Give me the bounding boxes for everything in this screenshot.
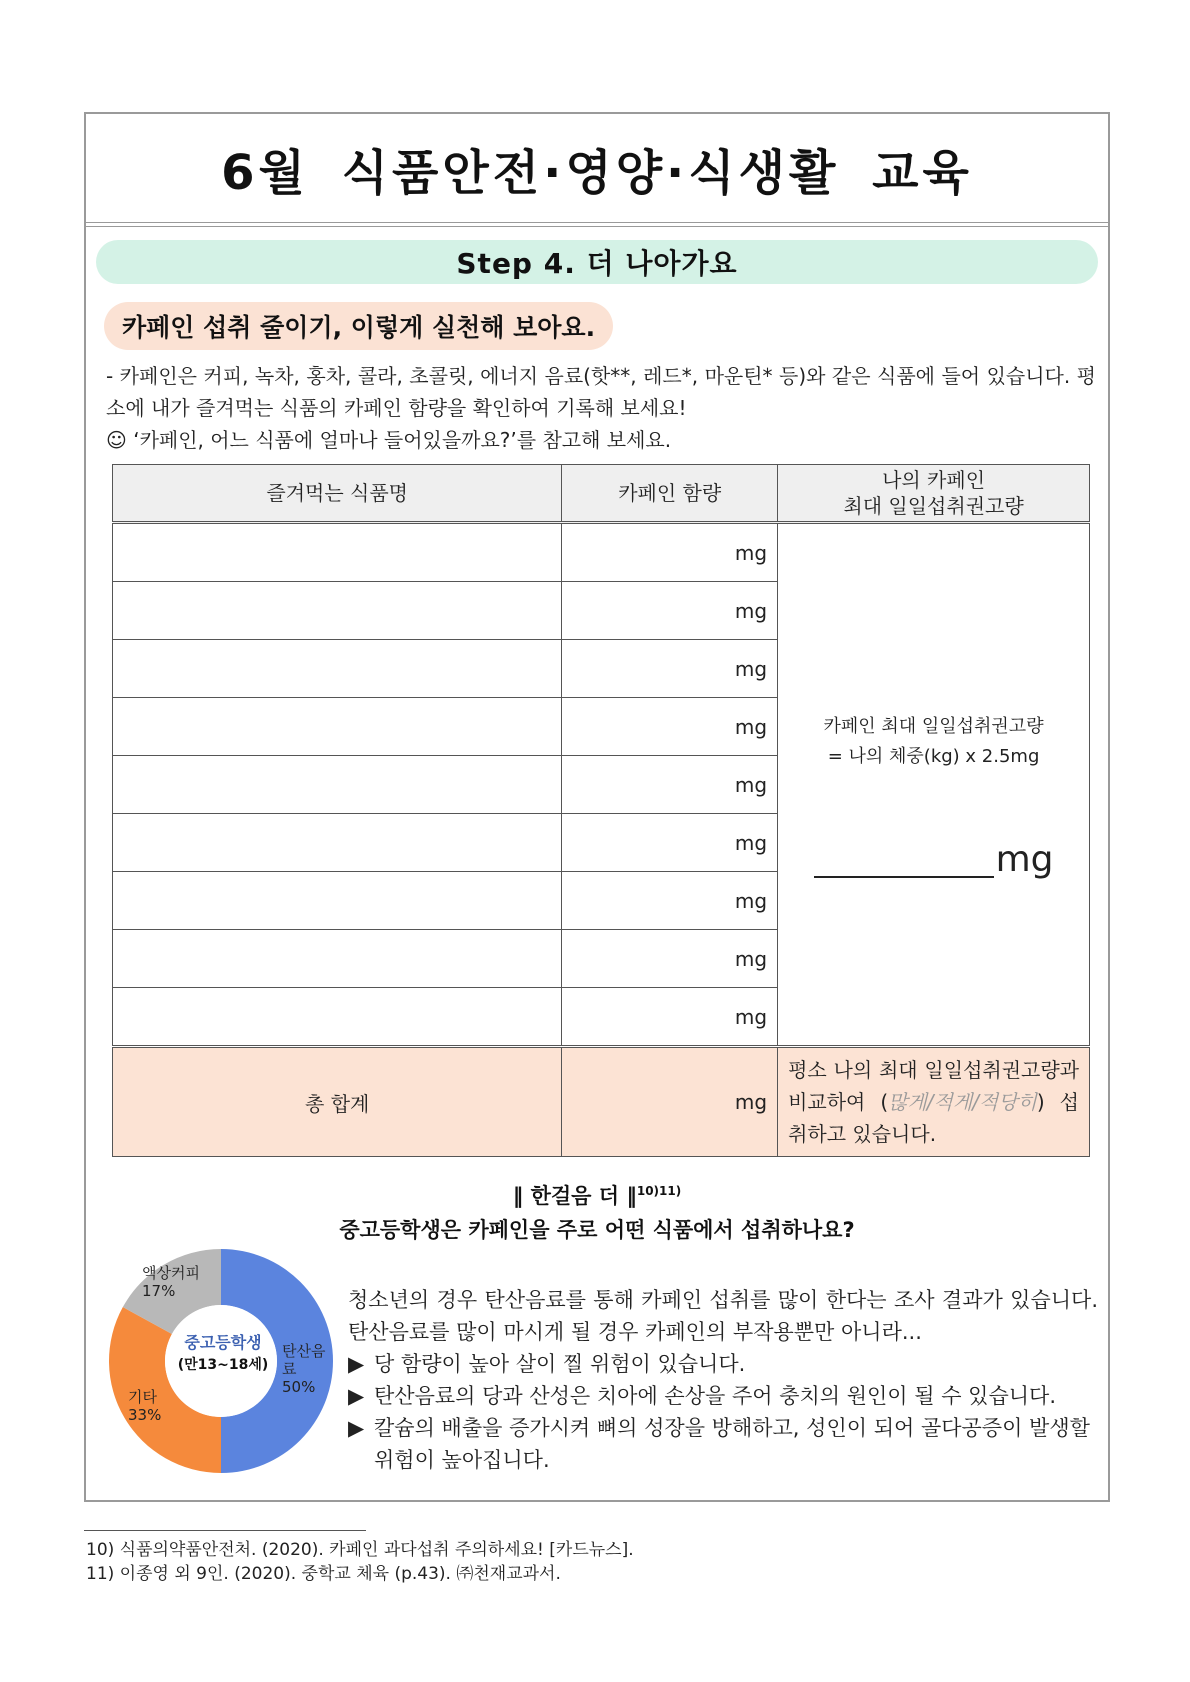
caffeine-amount-cell[interactable]: mg — [562, 988, 778, 1047]
teen-caffeine-text — [348, 1284, 1098, 1476]
one-step-more-title: ‖ 한걸음 더 ‖ — [512, 1184, 637, 1208]
footnote-11: 11) 이종영 외 9인. (2020). 중학교 체육 (p.43). ㈜천재교과서. — [86, 1564, 561, 1584]
caffeine-amount-cell[interactable]: mg — [562, 523, 778, 582]
slice-category: 탄산음료 — [282, 1342, 326, 1378]
food-name-cell[interactable] — [113, 523, 562, 582]
bullet-item — [348, 1348, 1098, 1380]
footnotes — [86, 1538, 634, 1586]
slice-value: 33% — [128, 1406, 162, 1424]
max-intake-cell — [778, 523, 1090, 1047]
bullet-arrow-icon: ▶ — [348, 1416, 365, 1440]
food-name-cell[interactable] — [113, 814, 562, 872]
slice-label-coffee — [142, 1264, 200, 1300]
bullet-arrow-icon: ▶ — [348, 1352, 365, 1376]
worksheet-frame — [84, 112, 1110, 1502]
footnote-10: 10) 식품의약품안전처. (2020). 카페인 과다섭취 주의하세요! [카드뉴스]. — [86, 1540, 634, 1560]
food-name-cell[interactable] — [113, 988, 562, 1047]
footnote-refs: 10)11) — [636, 1184, 682, 1198]
header-max-intake — [778, 465, 1090, 523]
food-name-cell[interactable] — [113, 756, 562, 814]
section-heading: 카페인 섭취 줄이기, 이렇게 실천해 보아요. — [104, 302, 613, 350]
caffeine-amount-cell[interactable]: mg — [562, 814, 778, 872]
one-step-more-question: 중고등학생은 카페인을 주로 어떤 식품에서 섭취하나요? — [339, 1218, 855, 1242]
slice-category: 기타 — [128, 1388, 157, 1406]
food-name-cell[interactable] — [113, 930, 562, 988]
bullet-text: 탄산음료의 당과 산성은 치아에 손상을 주어 충치의 원인이 될 수 있습니다. — [374, 1384, 1057, 1408]
chart-subtitle: (만13~18세) — [177, 1357, 269, 1373]
max-intake-blank[interactable] — [814, 840, 994, 878]
teen-paragraph: 청소년의 경우 탄산음료를 통해 카페인 섭취를 많이 한다는 조사 결과가 있습니다. 탄산음료를 많이 마시게 될 경우 카페인의 부작용뿐만 아니라... — [348, 1288, 1098, 1344]
one-step-more — [86, 1174, 1108, 1247]
food-name-cell[interactable] — [113, 582, 562, 640]
intro-line-2: ☺ ‘카페인, 어느 식품에 얼마나 들어있을까요?’를 참고해 보세요. — [106, 428, 672, 452]
chart-title: 중고등학생 — [184, 1333, 262, 1352]
compare-before: 평소 나의 최대 일일섭취권고량과 비교하여 ( — [788, 1058, 1079, 1114]
intro-line-1: - 카페인은 커피, 녹차, 홍차, 콜라, 초콜릿, 에너지 음료(핫**, 레드*, 마운틴* 등)와 같은 식품에 들어 있습니다. 평소에 내가 즐겨먹는 식품의 카페인 함량을 확인하여 기록해 보세요! — [106, 364, 1096, 420]
max-intake-unit: mg — [995, 839, 1054, 880]
caffeine-log-table — [112, 464, 1090, 1157]
caffeine-amount-cell[interactable]: mg — [562, 582, 778, 640]
step-banner: Step 4. 더 나아가요 — [96, 240, 1098, 284]
slice-category: 액상커피 — [142, 1264, 200, 1282]
compare-options[interactable]: 많게/적게/적당히 — [888, 1090, 1037, 1114]
title-divider-2 — [86, 226, 1108, 227]
formula-line-1: 카페인 최대 일일섭취권고량 — [823, 716, 1044, 737]
slice-value: 50% — [282, 1378, 316, 1396]
caffeine-amount-cell[interactable]: mg — [562, 698, 778, 756]
bullet-text: 당 함량이 높아 살이 찔 위험이 있습니다. — [374, 1352, 746, 1376]
food-name-cell[interactable] — [113, 872, 562, 930]
bullet-arrow-icon: ▶ — [348, 1384, 365, 1408]
slice-value: 17% — [142, 1282, 176, 1300]
intro-text — [106, 360, 1096, 456]
header-max-line1: 나의 카페인 — [882, 468, 986, 492]
header-food: 즐겨먹는 식품명 — [113, 465, 562, 523]
total-label: 총 합계 — [113, 1047, 562, 1157]
bullet-text: 칼슘의 배출을 증가시켜 뼈의 성장을 방해하고, 성인이 되어 골다공증이 발생할 위험이 높아집니다. — [374, 1416, 1090, 1472]
caffeine-amount-cell[interactable]: mg — [562, 930, 778, 988]
header-caffeine: 카페인 함량 — [562, 465, 778, 523]
footnote-divider — [84, 1530, 366, 1531]
formula-line-2: = 나의 체중(kg) x 2.5mg — [827, 746, 1040, 767]
food-name-cell[interactable] — [113, 698, 562, 756]
bullet-item — [348, 1412, 1098, 1476]
slice-label-soda — [282, 1342, 336, 1396]
total-amount-cell[interactable]: mg — [562, 1047, 778, 1157]
caffeine-amount-cell[interactable]: mg — [562, 640, 778, 698]
header-max-line2: 최대 일일섭취권고량 — [843, 494, 1024, 518]
intake-formula — [778, 712, 1089, 772]
title-divider — [86, 222, 1108, 223]
food-name-cell[interactable] — [113, 640, 562, 698]
slice-label-other — [128, 1388, 161, 1424]
chart-center-label — [161, 1332, 285, 1376]
page-title: 6월 식품안전·영양·식생활 교육 — [221, 144, 973, 201]
compare-after: ) 섭취하고 있습니다. — [788, 1090, 1079, 1146]
compare-cell — [778, 1047, 1090, 1157]
caffeine-source-chart — [106, 1246, 336, 1476]
max-intake-answer — [778, 840, 1089, 878]
bullet-item — [348, 1380, 1098, 1412]
caffeine-amount-cell[interactable]: mg — [562, 756, 778, 814]
one-step-more-heading — [86, 1174, 1108, 1213]
caffeine-amount-cell[interactable]: mg — [562, 872, 778, 930]
